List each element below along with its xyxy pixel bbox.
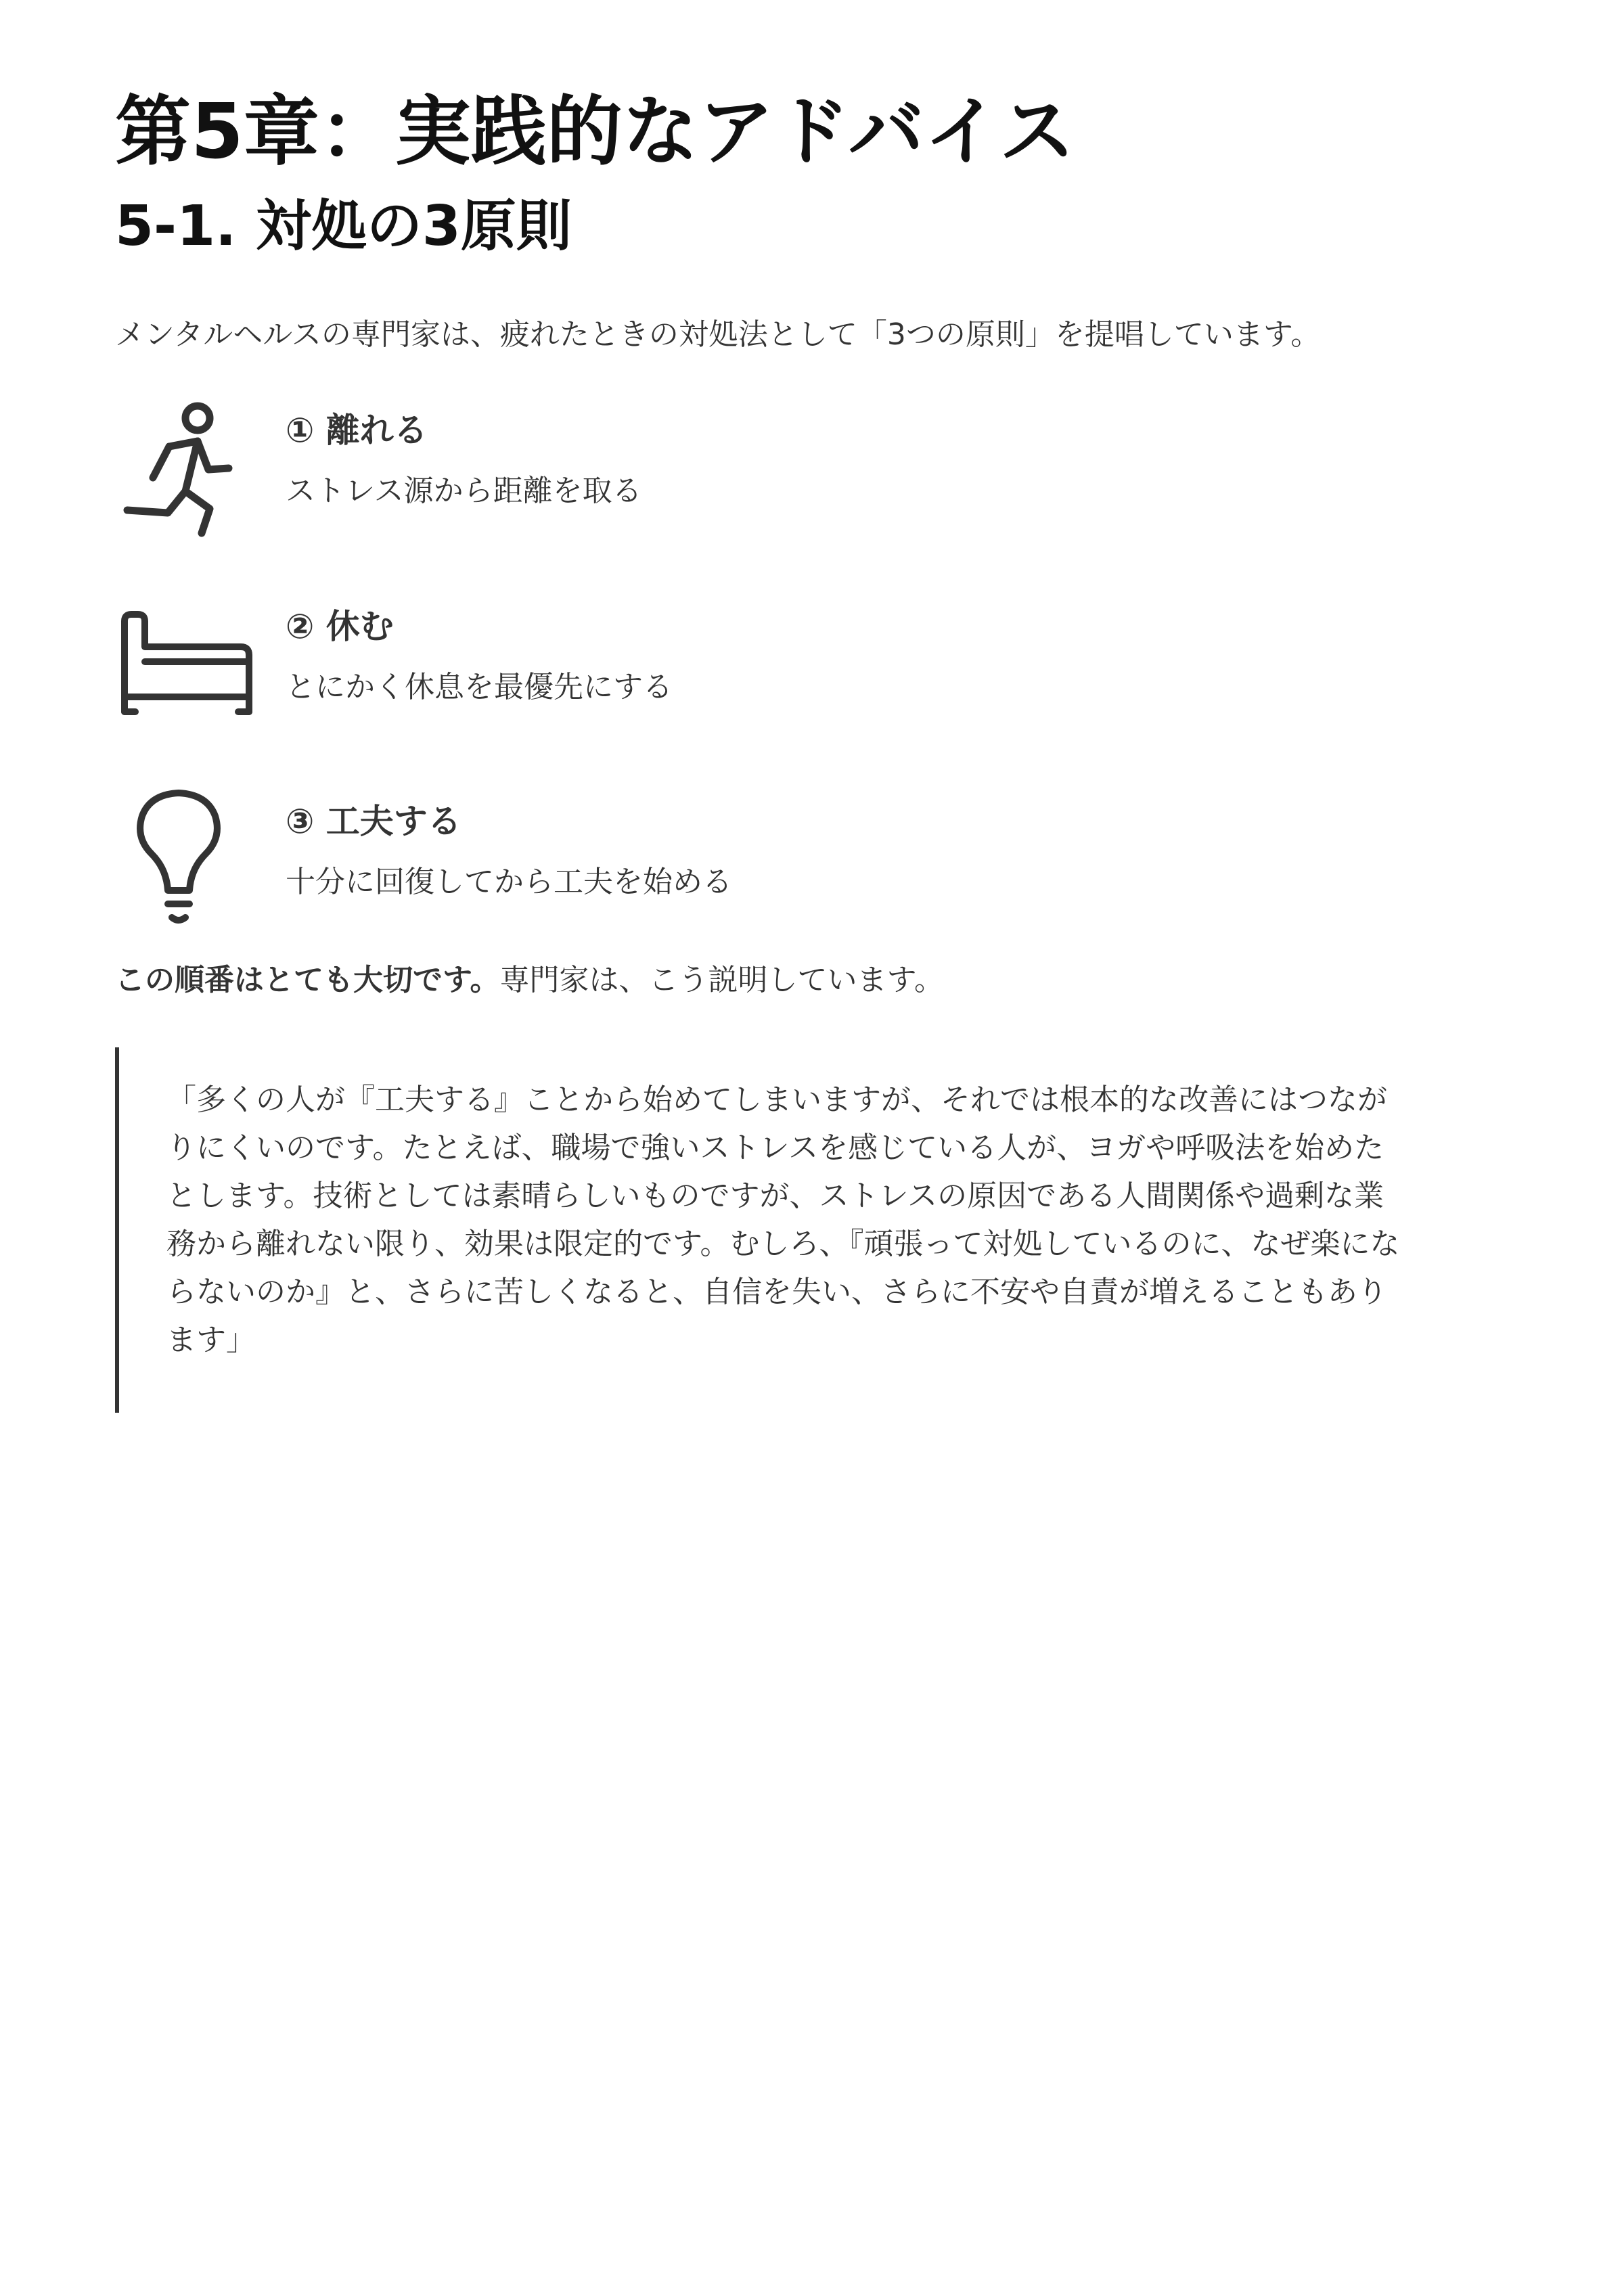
intro-paragraph: メンタルヘルスの専門家は、疲れたときの対処法として「3つの原則」を提唱しています。	[115, 317, 1321, 352]
quote-line: らないのか』と、さらに苦しくなると、自信を失い、さらに不安や自責が増えることもあり	[166, 1275, 1387, 1309]
quote-line: とします。技術としては素晴らしいものですが、ストレスの原因である人間関係や過剰な業	[166, 1179, 1384, 1213]
principle-description: 十分に回復してから工夫を始める	[286, 865, 732, 899]
principle-item-devise	[115, 789, 1401, 938]
section-title: 5-1. 対処の3原則	[115, 194, 572, 258]
order-note-emphasis: この順番はとても大切です。	[115, 963, 500, 997]
principle-description: ストレス源から距離を取る	[286, 474, 642, 508]
expert-quote	[115, 1047, 1509, 1413]
quote-line: ます」	[166, 1323, 256, 1357]
principle-title: ① 離れる	[286, 411, 428, 450]
order-note	[115, 961, 944, 999]
lightbulb-icon	[115, 789, 257, 931]
order-note-text: 専門家は、こう説明しています。	[499, 963, 944, 997]
running-person-icon	[115, 398, 257, 540]
quote-line: りにくいのです。たとえば、職場で強いストレスを感じている人が、ヨガや呼吸法を始めた	[166, 1131, 1384, 1165]
bed-icon	[115, 594, 257, 736]
chapter-title: 第5章：実践的なアドバイス	[115, 88, 1075, 176]
principle-description: とにかく休息を最優先にする	[286, 670, 673, 704]
principle-item-rest	[115, 594, 1401, 743]
principle-title: ② 休む	[286, 607, 394, 646]
quote-line: 務から離れない限り、効果は限定的です。むしろ、『頑張って対処しているのに、なぜ楽にな	[166, 1227, 1400, 1261]
principle-item-leave	[115, 398, 1401, 547]
principle-title: ③ 工夫する	[286, 802, 461, 841]
quote-line: 「多くの人が『工夫する』ことから始めてしまいますが、それでは根本的な改善にはつなが	[166, 1083, 1387, 1117]
